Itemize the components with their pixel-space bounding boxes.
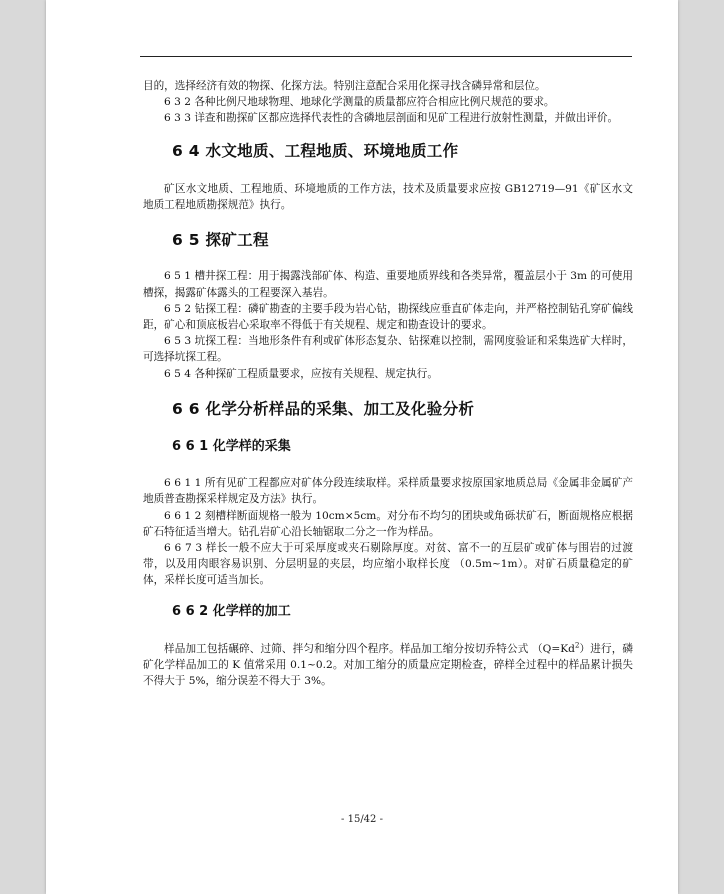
paragraph-653: 6 5 3 坑探工程：当地形条件有利或矿体形态复杂、钻探难以控制，需网度验证和采集选矿大样时，可选择坑探工程。 — [143, 335, 633, 364]
paragraph-662-part-a: 样品加工包括碾碎、过筛、拌匀和缩分四个程序。样品加工缩分按切乔特公式 （Q=Kd — [164, 642, 575, 655]
heading-6-6-1: 6 6 1 化学样的采集 — [172, 439, 291, 455]
header-rule — [140, 56, 632, 57]
paragraph-633: 6 3 3 详查和勘探矿区都应选择代表性的含磷地层剖面和见矿工程进行放射性测量，并做出评价。 — [164, 112, 619, 125]
superscript-2: 2 — [574, 641, 580, 650]
paragraph-662 — [143, 641, 633, 690]
heading-6-5: 6 5 探矿工程 — [172, 231, 269, 250]
paragraph-6612: 6 6 1 2 刻槽样断面规格一般为 10cm×5cm。对分布不均匀的团块或角砾状矿石，断面规格应根据矿石特征适当增大。钻孔岩矿心沿长轴锯取二分之一作为样品。 — [143, 509, 633, 538]
paragraph-6673: 6 6 7 3 样长一般不应大于可采厚度或夹石剔除厚度。对贫、富不一的互层矿或矿体与围岩的过渡带，以及用肉眼容易识别、分层明显的夹层，均应缩小取样长度 （0.5m~1m）。对矿石质量稳定的矿体，采样长度可适当加长。 — [143, 542, 633, 587]
paragraph-6611: 6 6 1 1 所有见矿工程都应对矿体分段连续取样。采样质量要求按原国家地质总局《金属非金属矿产地质普查勘探采样规定及方法》执行。 — [143, 477, 633, 506]
paragraph-654: 6 5 4 各种探矿工程质量要求，应按有关规程、规定执行。 — [164, 367, 438, 380]
paragraph-632: 6 3 2 各种比例尺地球物理、地球化学测量的质量都应符合相应比例尺规范的要求。 — [164, 96, 555, 109]
paragraph-intro: 目的，选择经济有效的物探、化探方法。特别注意配合采用化探寻找含磷异常和层位。 — [143, 80, 546, 92]
paragraph-662-part-b: ）进行，磷矿化学样品加工的 K 值常采用 0.1~0.2。对加工缩分的质量应定期检查，碎样全过程中的样品累计损失不得大于 5%，缩分误差不得大于 3%。 — [143, 642, 634, 688]
heading-6-6-2: 6 6 2 化学样的加工 — [172, 603, 291, 619]
paragraph-652: 6 5 2 钻探工程：磷矿勘查的主要手段为岩心钻，勘探线应垂直矿体走向，并严格控制钻孔穿矿偏线距，矿心和顶底板岩心采取率不得低于有关规程、规定和勘查设计的要求。 — [143, 302, 633, 332]
document-page — [46, 0, 678, 894]
paragraph-651: 6 5 1 槽井探工程：用于揭露浅部矿体、构造、重要地质界线和各类异常，覆盖层小于 3m 的可使用槽探，揭露矿体露头的工程要深入基岩。 — [143, 270, 633, 299]
page-content — [143, 78, 633, 689]
heading-6-6: 6 6 化学分析样品的采集、加工及化验分析 — [172, 399, 475, 418]
paragraph-6-4: 矿区水文地质、工程地质、环境地质的工作方法，技术及质量要求应按 GB12719—91《矿区水文地质工程地质勘探规范》执行。 — [143, 182, 633, 212]
heading-6-4: 6 4 水文地质、工程地质、环境地质工作 — [172, 141, 459, 160]
page-number: - 15/42 - — [341, 814, 383, 825]
